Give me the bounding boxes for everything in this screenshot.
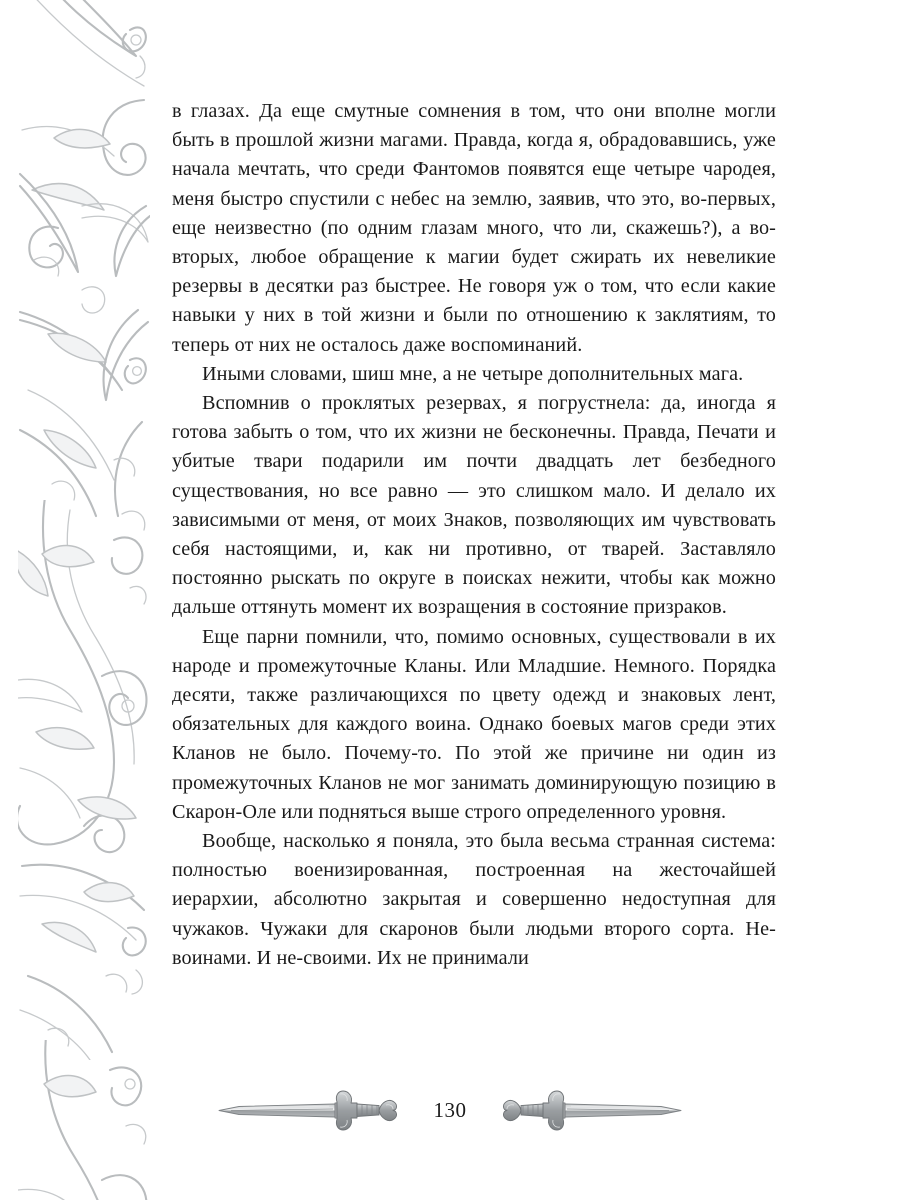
paragraph: Еще парни помнили, что, помимо основных, существовали в их народе и промежуточные Кланы. Или Младшие. Немного. Порядка десяти, также различающихся по цвету одежд и знаковых лент, обязательных для каждого воина. Однако боевых магов среди этих Кланов не было. Почему-то. По этой же причине ни один из промежуточных Кланов не мог занимать доминирующую позицию в Скарон-Оле или подняться выше строго определенного уровня. [172, 625, 776, 823]
sword-ornament-left [217, 1085, 407, 1135]
scroll-ornament-tile-top [18, 0, 150, 520]
paragraph: в глазах. Да еще смутные сомнения в том, что они вполне могли быть в прошлой жизни магами. Правда, когда я, обрадовавшись, уже начала мечтать, что среди Фантомов появятся еще четыре чародея, меня быстро спустили с небес на землю, заявив, что это, во-первых, еще неизвестно (по одним глазам много, что ли, скажешь?), а во-вторых, любое обращение к магии будет сжирать их невеликие резервы в десятки раз быстрее. Не говоря уж о том, что если какие навыки у них в той жизни и были по отношению к заклятиям, то теперь от них не осталось даже воспоминаний. [172, 100, 776, 356]
body-text-column [172, 97, 776, 973]
sword-ornament-right [493, 1085, 683, 1135]
paragraph: Вспомнив о проклятых резервах, я погрустнела: да, иногда я готова забыть о том, что их жизни не бесконечны. Правда, Печати и убитые твари подарили им почти двадцать лет безбедного существования, но все равно — это слишком мало. И делало их зависимыми от меня, от моих Знаков, позволяющих им чувствовать себя настоящими, и, как ни противно, от тварей. Заставляло постоянно рыскать по округе в поисках нежити, чтобы как можно дальше оттянуть момент их возращения в состояние призраков. [172, 392, 776, 619]
page-number: 130 [433, 1097, 467, 1122]
scroll-ornament-tile-middle [18, 500, 150, 1060]
paragraph: Вообще, насколько я поняла, это была весьма странная система: полностью военизированная, построенная на жесточайшей иерархии, абсолютно закрытая и совершенно недоступная для чужаков. Чужаки для скаронов были людьми второго сорта. Не-воинами. И не-своими. Их не принимали [172, 830, 776, 969]
paragraph: Иными словами, шиш мне, а не четыре дополнительных мага. [202, 362, 744, 385]
page-footer [0, 1083, 900, 1137]
floral-scroll-border [18, 0, 150, 1200]
